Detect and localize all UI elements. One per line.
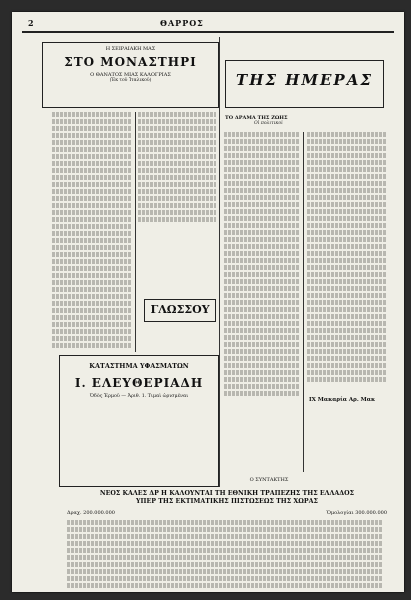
masthead: ΘΑΡΡΟΣ	[160, 18, 204, 28]
section-body-col4	[307, 132, 387, 392]
story-body-col2	[138, 112, 216, 230]
signoff: Ο ΣΥΝΤΑΚΤΗΣ	[249, 477, 289, 483]
story-title: ΣΤΟ ΜΟΝΑΣΤΗΡΙ	[64, 55, 197, 69]
bank-banner	[67, 490, 387, 506]
store-advertisement	[59, 355, 219, 487]
notice-heading: ΙΧ Μακαρία Αρ. Μακ	[309, 397, 376, 403]
section-body-col3	[224, 132, 300, 402]
story-subtitle: Ο ΘΑΝΑΤΟΣ ΜΙΑΣ ΚΑΛΟΓΡΙΑΣ	[90, 72, 171, 78]
section-title: ΤΗΣ ΗΜΕΡΑΣ	[236, 71, 373, 89]
story-kicker: Η ΣΕΙΡΑΙΑΚΗ ΜΑΣ	[105, 46, 156, 52]
column-rule	[219, 37, 220, 487]
column-rule	[303, 132, 304, 472]
glossou-title: ΓΛΩΣΣΟΥ	[150, 303, 210, 316]
bank-subtitle: ΥΠΕΡ ΤΗΣ ΕΚΤΙΜΑΤΙΚΗΣ ΠΙΣΤΩΣΕΩΣ ΤΗΣ ΧΩΡΑΣ	[136, 498, 318, 505]
newspaper-page	[12, 12, 404, 592]
story-byline: (Ἐκ τοῦ Ἰταλικοῦ)	[109, 78, 152, 83]
page-header-bar	[22, 17, 394, 33]
ad-kicker: ΚΑΤΑΣΤΗΜΑ ΥΦΑΣΜΑΤΩΝ	[89, 362, 189, 370]
column-rule	[135, 112, 136, 352]
bank-reserves: Ὁμολογίαι 300.000.000	[326, 510, 387, 516]
glossou-box	[144, 299, 216, 322]
ad-body: Ὁδὸς Ἐρμοῦ — Ἀριθ. 1. Τιμαὶ ὡρισμέναι	[89, 394, 189, 399]
ad-title: Ι. ΕΛΕΥΘΕΡΙΑΔΗ	[74, 376, 204, 390]
section-subhead: ΤΟ ΔΡΑΜΑ ΤΗΣ ΖΩΗΣ	[225, 115, 288, 121]
bank-capital: Δραχ. 200.000.000	[67, 510, 115, 516]
section-byline: Οἱ πολιτικοὶ	[254, 121, 283, 126]
page-number: 2	[28, 18, 34, 28]
story-header	[42, 42, 219, 108]
section-header	[225, 60, 384, 108]
bank-fine-print	[67, 520, 383, 590]
bank-name: ΝΕΟΣ ΚΑΛΕΣ ΔΡ Η ΚΑΛΟΥΝΤΑΙ ΤΗ ΕΘΝΙΚΗ ΤΡΑΠΕΖΗΣ ΤΗΣ ΕΛΛΑΔΟΣ	[99, 490, 355, 497]
bank-capital-row	[67, 510, 387, 516]
story-body-col1	[52, 112, 132, 352]
